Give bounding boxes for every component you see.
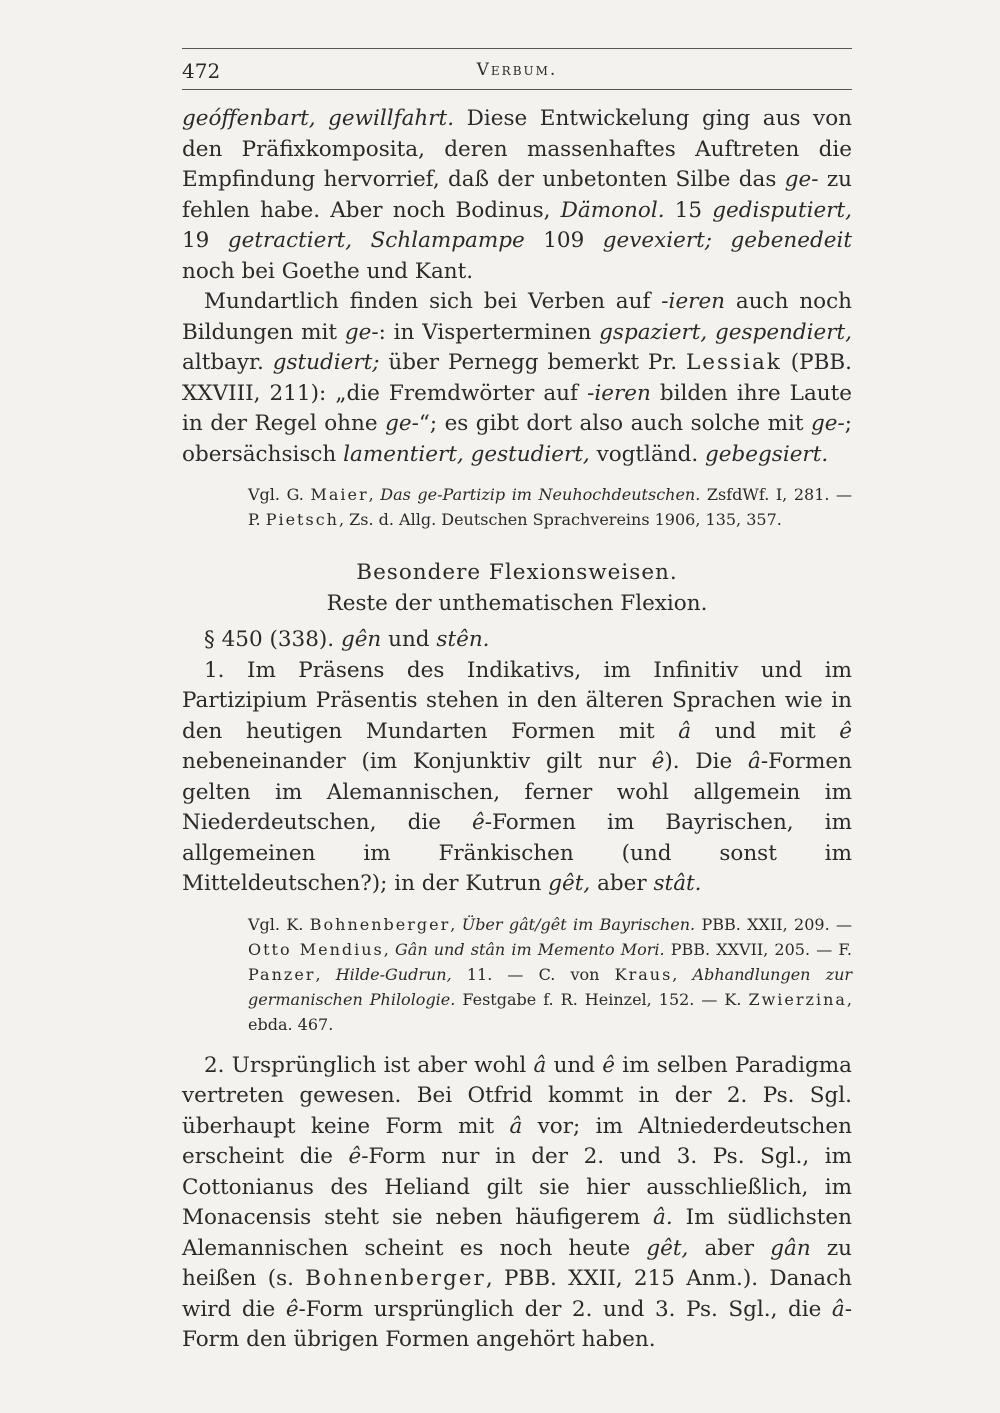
paragraph-1 (182, 104, 852, 287)
section-heading: Besondere Flexionsweisen. (356, 560, 678, 585)
text-span: ZsfdWf. I, 281. — P. (248, 485, 853, 529)
running-title: Verbum. (476, 60, 558, 80)
text-span: und (546, 1052, 603, 1078)
text-span: stât. (653, 871, 702, 896)
text-span: ê (651, 749, 665, 774)
text-span: -Formen im Bayrischen, im allgemeinen im Fränkischen (und sonst im Mitteldeutschen?); in der Kutrun (182, 810, 852, 896)
text-span: Kraus (614, 964, 673, 984)
text-span: Abhandlungen zur germanischen Philologie. (248, 964, 853, 1009)
text-span: vogtländ. (589, 441, 706, 467)
text-span: Gân und stân im Memento Mori. (395, 939, 665, 959)
text-span: 109 (524, 228, 603, 253)
text-span: Im südlichsten Alemannischen scheint es noch heute (182, 1205, 852, 1261)
footnote-1 (182, 482, 852, 532)
text-span: nebeneinander (im Konjunktiv gilt nur (182, 749, 652, 774)
text-span: ê (348, 1144, 362, 1169)
text-span: ge- (385, 411, 419, 436)
paragraph-4 (182, 1051, 852, 1356)
text-span: Zwierzina (748, 989, 847, 1009)
text-span: , (368, 485, 381, 504)
text-span: -Formen gelten im Alemannischen, ferner wohl allgemein im Niederdeutschen, die (182, 749, 852, 835)
text-span: ge- (344, 319, 379, 345)
text-span: gevexiert; gebenedeit (602, 228, 852, 253)
text-span: geóffenbart, gewillfahrt. (182, 106, 455, 131)
text-span: noch bei Goethe und Kant. (182, 258, 474, 284)
text-span: en (564, 319, 600, 345)
text-span: Lessiak (686, 350, 782, 375)
text-span: PBB. XXII, 209. — (695, 914, 853, 934)
text-span: zu heißen (s. (182, 1235, 852, 1291)
paragraph-3 (182, 656, 852, 900)
text-span: Dämonol. (560, 197, 665, 223)
text-span: : in Vispertermin (378, 319, 565, 345)
text-span: auch noch Bildungen mit (182, 289, 852, 345)
page-header (182, 48, 852, 90)
text-span: gebegsiert. (705, 441, 829, 467)
footnote-2 (182, 912, 852, 1037)
text-span: und mit (691, 718, 840, 744)
text-span: ge- (784, 167, 819, 192)
text-span: Mundartlich finden sich bei Verben auf (204, 289, 662, 314)
text-span: ê (839, 718, 852, 744)
text-span: aber (688, 1235, 771, 1261)
text-span: Vgl. K. (248, 914, 310, 934)
text-span: stên. (436, 627, 490, 652)
text-span: (PBB. XXVIII, 211): „die Fremdwörter auf (182, 350, 853, 406)
text-span: , (315, 964, 336, 984)
text-span: “; es gibt dort also auch solche mit (418, 411, 811, 436)
text-span: â (509, 1113, 523, 1139)
text-span: â. (653, 1205, 673, 1230)
text-span: , (672, 964, 693, 984)
text-span: , (383, 939, 395, 959)
subsection-heading: Reste der unthematischen Flexion. (326, 590, 708, 616)
text-span: altbayr. (182, 350, 273, 375)
book-page (182, 48, 852, 1356)
text-span: Festgabe f. R. Heinzel, 152. — K. (455, 989, 749, 1009)
text-span: § 450 (338). (204, 627, 341, 652)
text-span: gêt, (646, 1235, 689, 1261)
text-span: -Form nur in der 2. und 3. Ps. Sgl., im Cottonianus des Heliand gilt sie hier ausschließlich, im Monacensis steht sie neben häufigerem (182, 1144, 852, 1230)
text-span: â (533, 1052, 547, 1078)
page-body (182, 104, 852, 1356)
text-span: , ebda. 467. (248, 989, 852, 1034)
text-span: â (831, 1296, 845, 1322)
text-span: 11. — C. von (451, 964, 615, 984)
text-span: 1. Im Präsens des Indikativs, im Infinitiv und im Partizipium Präsentis stehen in den älteren Sprachen wie in den heutigen Mundarten Formen mit (182, 657, 852, 744)
text-span: -Form ursprünglich der 2. und 3. Ps. Sgl., die (298, 1296, 832, 1322)
text-span: Das ge-Partizip im Neuhochdeutschen. (380, 485, 701, 504)
text-span: Pietsch (265, 510, 339, 529)
text-span: aber (590, 871, 654, 896)
text-span: ; obersächsisch (182, 411, 852, 467)
text-span: , (450, 914, 462, 934)
text-span: lamentiert, gestudiert, (343, 441, 590, 467)
paragraph-2 (182, 287, 852, 470)
text-span: und (381, 627, 437, 652)
text-span: Diese Entwickelung ging aus von den Präfixkomposita, deren massenhaftes Auftreten die Empfindung hervorrief, daß der unbetonten Silbe das (182, 106, 852, 192)
text-span: bilden ihre Laute in der Regel ohne (182, 380, 852, 436)
text-span: ). Die (664, 749, 748, 774)
text-span: vor; im Altniederdeutschen erscheint die (182, 1113, 852, 1169)
text-span: , PBB. XXII, 215 Anm.). Danach wird die (182, 1266, 852, 1322)
text-span: Bohnenberger (309, 914, 451, 934)
text-span: PBB. XXVII, 205. — F. (664, 939, 853, 959)
text-span: Vgl. G. (248, 485, 311, 504)
page-number: 472 (182, 59, 221, 83)
text-span: gêt, (548, 871, 591, 896)
text-span: im selben Paradigma vertreten gewesen. Bei Otfrid kommt in der 2. Ps. Sgl. überhaupt keine Form mit (182, 1052, 852, 1139)
text-span: gân (770, 1235, 811, 1261)
text-span: Bohnenberger (305, 1266, 486, 1291)
text-span: getractiert, Schlampampe (227, 228, 525, 253)
text-span: gstudiert; (272, 350, 380, 375)
text-span: zu fehlen habe. Aber noch Bodinus, (182, 167, 852, 223)
text-span: 15 (664, 197, 713, 223)
section-title (182, 625, 852, 656)
text-span: ê (472, 810, 485, 835)
text-span: -ieren (587, 380, 651, 406)
text-span: Über gât/gêt im Bayrischen. (461, 914, 696, 934)
text-span: Panzer (248, 964, 316, 984)
text-span: Hilde-Gudrun, (335, 964, 452, 984)
text-span: Otto Mendius (248, 939, 384, 959)
text-span: über Pernegg bemerkt Pr. (379, 350, 687, 375)
text-span: gên (340, 627, 382, 652)
text-span: â (747, 749, 761, 774)
text-span: 19 (182, 228, 228, 253)
text-span: -Form den übrigen Formen angehört haben. (182, 1296, 852, 1352)
text-span: 2. Ursprünglich ist aber wohl (204, 1052, 534, 1078)
text-span: ê (602, 1052, 616, 1078)
text-span: , Zs. d. Allg. Deutschen Sprachvereins 1906, 135, 357. (338, 510, 782, 529)
text-span: â (678, 718, 692, 744)
text-span: ê (285, 1296, 299, 1322)
text-span: gedisputiert, (712, 197, 853, 223)
text-span: Maier (310, 485, 369, 504)
text-span: -ieren (661, 289, 726, 314)
text-span: gspaziert, gespendiert, (599, 319, 853, 345)
text-span: ge- (810, 411, 845, 436)
